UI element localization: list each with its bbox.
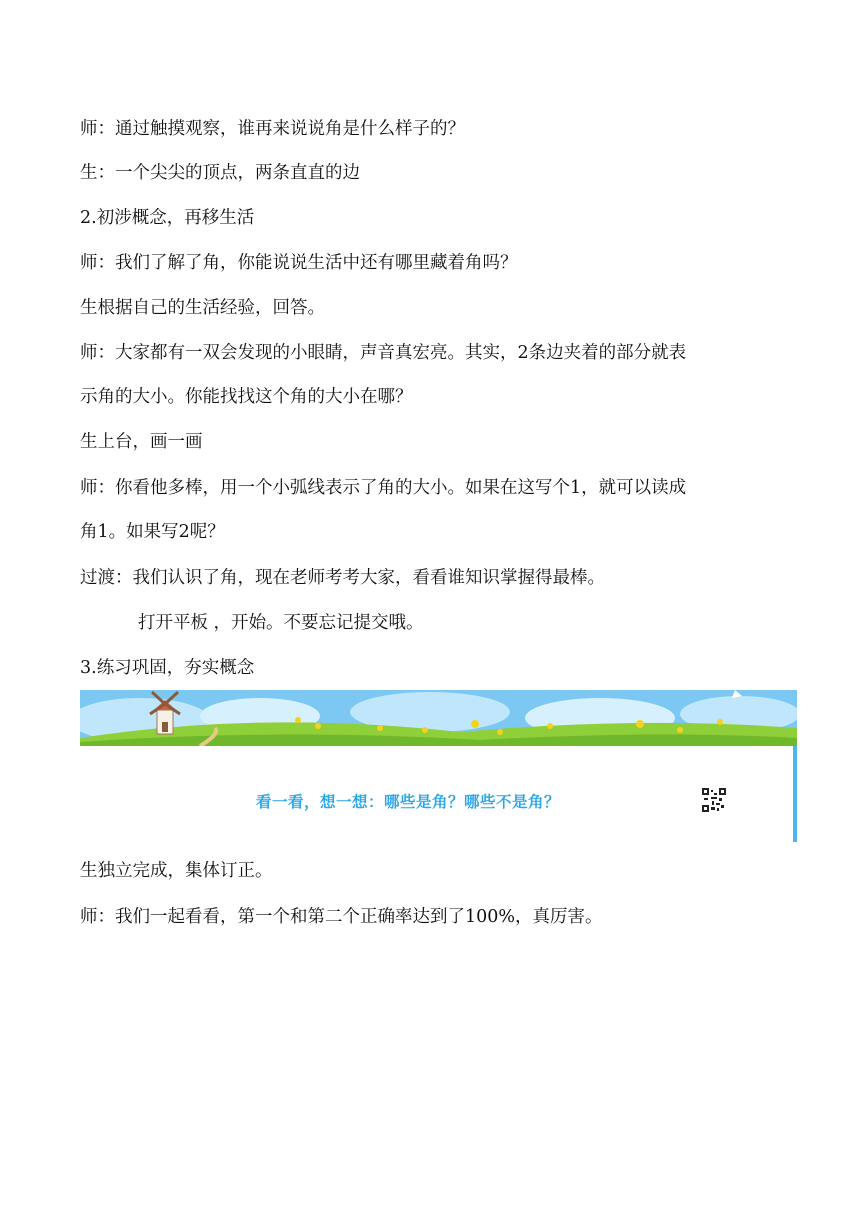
dialog-line-7b: 角1。如果写2呢？ [80, 522, 225, 542]
dialog-line-2: 生：一个尖尖的顶点，两条直直的边 [80, 163, 360, 183]
dialog-line-6: 生上台，画一画 [80, 432, 203, 452]
section-heading-2: 2.初涉概念，再移生活 [80, 208, 255, 228]
section-heading-3: 3.练习巩固，夯实概念 [80, 658, 255, 678]
qr-code-icon [702, 788, 726, 812]
exercise-banner [80, 690, 797, 842]
dialog-line-8: 生独立完成，集体订正。 [80, 861, 273, 881]
landscape-illustration [80, 690, 797, 746]
dialog-line-4: 生根据自己的生活经验，回答。 [80, 298, 325, 318]
banner-body [80, 746, 797, 842]
instruction-line: 打开平板 ，开始。不要忘记提交哦。 [138, 613, 424, 633]
dialog-line-5b: 示角的大小。你能找找这个角的大小在哪？ [80, 387, 413, 407]
exercise-title: 看一看，想一想：哪些是角？哪些不是角？ [256, 793, 561, 811]
dialog-line-5a: 师：大家都有一双会发现的小眼睛，声音真宏亮。其实，2条边夹着的部分就表 [80, 343, 687, 363]
dialog-line-9: 师：我们一起看看，第一个和第二个正确率达到了100%，真厉害。 [80, 907, 603, 927]
dialog-line-7a: 师：你看他多棒，用一个小弧线表示了角的大小。如果在这写个1，就可以读成 [80, 478, 687, 498]
dialog-line-1: 师：通过触摸观察，谁再来说说角是什么样子的？ [80, 119, 465, 139]
dialog-line-3: 师：我们了解了角，你能说说生活中还有哪里藏着角吗？ [80, 253, 518, 273]
transition-line: 过渡：我们认识了角，现在老师考考大家，看看谁知识掌握得最棒。 [80, 568, 605, 588]
